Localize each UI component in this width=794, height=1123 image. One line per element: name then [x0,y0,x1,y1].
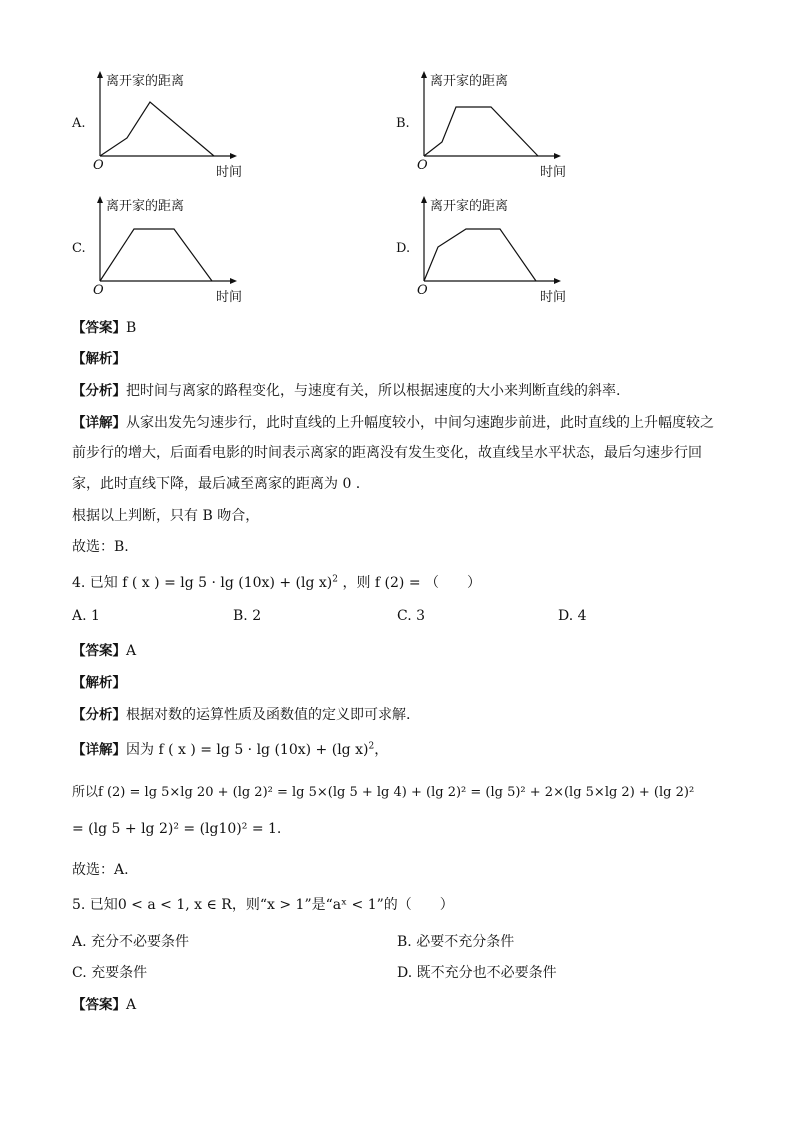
q4-calc-line-1 [72,781,694,800]
q4-choose: 故选：A. [72,862,129,878]
q4-option-b[interactable]: B. 2 [233,608,262,624]
graph-x-axis-label: 时间 [216,165,243,180]
q3-xiangjie-line-3: 家，此时直线下降，最后减至离家的距离为 0 . [72,476,361,492]
answer-tag: 【答案】 [72,643,126,659]
answer-value: A [126,997,137,1013]
q5-answer [72,993,136,1013]
graph-c [72,195,252,320]
graph-b [396,70,576,195]
graph-plot [396,195,576,295]
superscript: 2 [332,574,338,585]
graph-plot [72,195,252,295]
q3-conclusion: 根据以上判断，只有 B 吻合， [72,508,260,524]
graph-origin: O [93,158,104,173]
fenxi-text: 根据对数的运算性质及函数值的定义即可求解. [126,707,411,723]
xiangjie-text: 从家出发先匀速步行，此时直线的上升幅度较小，中间匀速跑步前进，此时直线的上升幅度较之 [126,415,714,431]
question-stem: ，则“ [231,897,268,913]
xiangjie-pre: 因为 [126,742,154,758]
graph-y-axis-label: 离开家的距离 [106,199,185,214]
xiangjie-tag: 【详解】 [72,415,126,431]
distance-time-line [424,107,538,156]
graph-plot [396,70,576,170]
q3-analysis-heading [72,347,126,367]
distance-time-line [100,229,212,281]
condition-q: aˣ < 1 [332,897,377,913]
q4-option-c[interactable]: C. 3 [397,608,426,624]
function-expression: f ( x ) = lg 5 · lg (10x) + (lg x) [158,742,369,758]
q4-calc-line-2 [72,821,281,837]
function-expression: f ( x ) = lg 5 · lg (10x) + (lg x) [122,575,333,591]
q4-xiangjie [72,738,388,759]
graph-origin: O [417,283,428,298]
distance-time-line [424,229,536,281]
graph-a [72,70,252,195]
q3-fenxi [72,379,620,400]
calc-pre: 所以 [72,785,99,800]
fenxi-tag: 【分析】 [72,383,126,399]
fenxi-text: 把时间与离家的路程变化，与速度有关，所以根据速度的大小来判断直线的斜率. [126,383,621,399]
q4-analysis-heading [72,671,126,691]
analysis-tag: 【解析】 [72,675,126,691]
graph-d [396,195,576,320]
graph-letter: A. [72,116,86,131]
graph-letter: C. [72,241,86,256]
calc-expression: = (lg 5 + lg 2)² = (lg10)² = 1. [72,821,282,837]
question-stem: ”的（ ） [376,897,454,913]
question-number: 4. 已知 [72,575,118,591]
q3-choose: 故选：B. [72,539,129,555]
q5-option-d[interactable]: D. 既不充分也不必要条件 [397,965,557,981]
graph-x-axis-label: 时间 [216,290,243,305]
answer-value: B [126,320,137,336]
q4-fenxi [72,703,410,724]
xiangjie-post: ， [374,742,389,758]
question-stem: ”是“ [304,897,333,913]
q5-option-c[interactable]: C. 充要条件 [72,965,148,981]
graph-origin: O [417,158,428,173]
distance-time-line [100,102,214,156]
answer-value: A [126,643,137,659]
graph-x-axis-label: 时间 [540,290,567,305]
xiangjie-tag: 【详解】 [72,742,126,758]
q4-answer [72,639,136,659]
graph-y-axis-label: 离开家的距离 [106,74,185,89]
question-ask: f (2) = （ ） [374,575,481,591]
q3-answer [72,316,136,336]
answer-tag: 【答案】 [72,320,126,336]
analysis-tag: 【解析】 [72,351,126,367]
superscript: 2 [368,741,375,752]
q4-option-d[interactable]: D. 4 [558,608,587,624]
q5-stem [72,894,454,914]
question-mid: ，则 [342,575,371,591]
condition-expression: 0 < a < 1, x ∈ R [117,897,232,913]
fenxi-tag: 【分析】 [72,707,126,723]
q5-option-b[interactable]: B. 必要不充分条件 [397,934,515,950]
graph-letter: D. [396,241,411,256]
q4-stem [72,572,481,592]
graph-x-axis-label: 时间 [540,165,567,180]
graph-plot [72,70,252,170]
graph-origin: O [93,283,104,298]
q3-xiangjie-line-2: 前步行的增大，后面看电影的时间表示离家的距离没有发生变化，故直线呈水平状态，最后匀速步行回 [72,445,702,461]
q5-option-a[interactable]: A. 充分不必要条件 [72,934,190,950]
calc-expression: f (2) = lg 5×lg 20 + (lg 2)² = lg 5×(lg 5 + lg 4) + (lg 2)² = (lg 5)² + 2×(lg 5×lg 2) + (lg 2)² [98,785,695,800]
q3-xiangjie-line-1 [72,411,714,432]
graph-letter: B. [396,116,410,131]
question-stem: 5. 已知 [72,897,118,913]
graph-y-axis-label: 离开家的距离 [430,199,509,214]
graph-y-axis-label: 离开家的距离 [430,74,509,89]
condition-p: x > 1 [267,897,305,913]
q4-option-a[interactable]: A. 1 [72,608,100,624]
answer-tag: 【答案】 [72,997,126,1013]
